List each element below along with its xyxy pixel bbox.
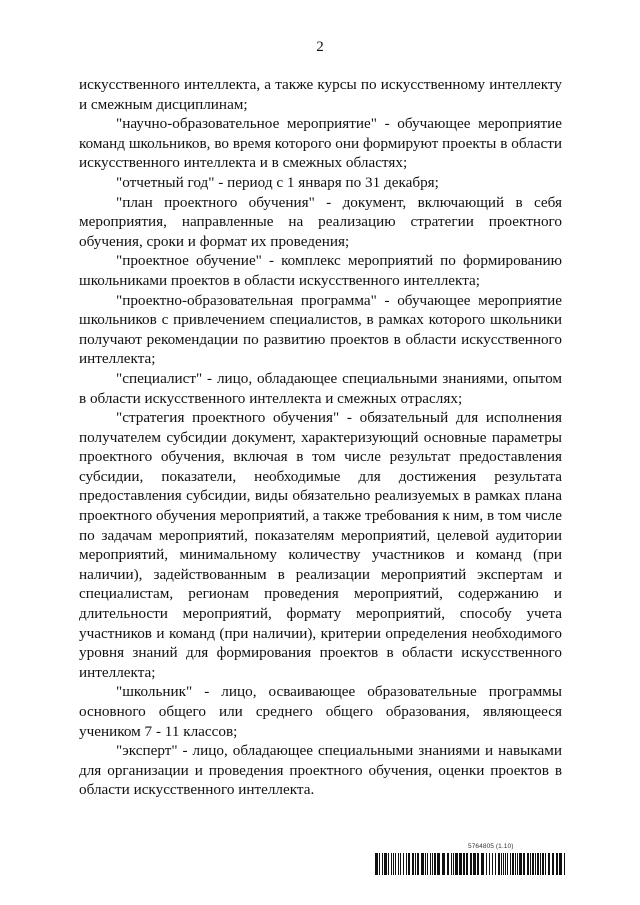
definition-expert: "эксперт" - лицо, обладающее специальными знаниями и навыками для организации и проведения проектного обучения, оценки проектов в области искусственного интеллекта. bbox=[79, 742, 562, 799]
definition-reporting-year: "отчетный год" - период с 1 января по 31 декабря; bbox=[116, 173, 439, 191]
page-number: 2 bbox=[316, 39, 324, 55]
document-body bbox=[79, 75, 562, 800]
document-code: 5764805 (1.10) bbox=[468, 843, 514, 850]
barcode-image bbox=[375, 853, 569, 875]
definition-schoolchild: "школьник" - лицо, осваивающее образовательные программы основного общего или среднего общего образования, являющееся учеником 7 - 11 классов; bbox=[79, 683, 562, 740]
definition-project-training-strategy: "стратегия проектного обучения" - обязательный для исполнения получателем субсидии документ, характеризующий основные параметры проектного обучения, включая в том числе результат предоставления субсидии, показатели, необходимые для достижения результата предоставления субсидии, виды обязательно реализуемых в рамках плана проектного обучения мероприятий, а также требования к ним, в том числе по задачам мероприятий, показателям мероприятий, целевой аудитории мероприятий, минимальному количеству участников и команд (при наличии), задействованным в реализации мероприятий экспертам и специалистам, регионам проведения мероприятий, содержанию и длительности мероприятий, формату мероприятий, способу учета участников и команд (при наличии), критерии определения необходимого уровня знаний для формирования проектов в области искусственного интеллекта; bbox=[79, 409, 562, 681]
definition-scientific-educational-event: "научно-образовательное мероприятие" - обучающее мероприятие команд школьников, во время которого они формируют проекты в области искусственного интеллекта и в смежных областях; bbox=[79, 115, 562, 172]
definition-project-educational-program: "проектно-образовательная программа" - обучающее мероприятие школьников с привлечением специалистов, в рамках которого школьники получают рекомендации по развитию проектов в области искусственного интеллекта; bbox=[79, 291, 562, 368]
definition-project-training: "проектное обучение" - комплекс мероприятий по формированию школьниками проектов в области искусственного интеллекта; bbox=[79, 252, 562, 289]
paragraph-continuation: искусственного интеллекта, а также курсы по искусственному интеллекту и смежным дисциплинам; bbox=[79, 76, 562, 113]
definition-project-training-plan: "план проектного обучения" - документ, включающий в себя мероприятия, направленные на реализацию стратегии проектного обучения, сроки и формат их проведения; bbox=[79, 193, 562, 250]
definition-specialist: "специалист" - лицо, обладающее специальными знаниями, опытом в области искусственного интеллекта и смежных отраслях; bbox=[79, 369, 562, 407]
